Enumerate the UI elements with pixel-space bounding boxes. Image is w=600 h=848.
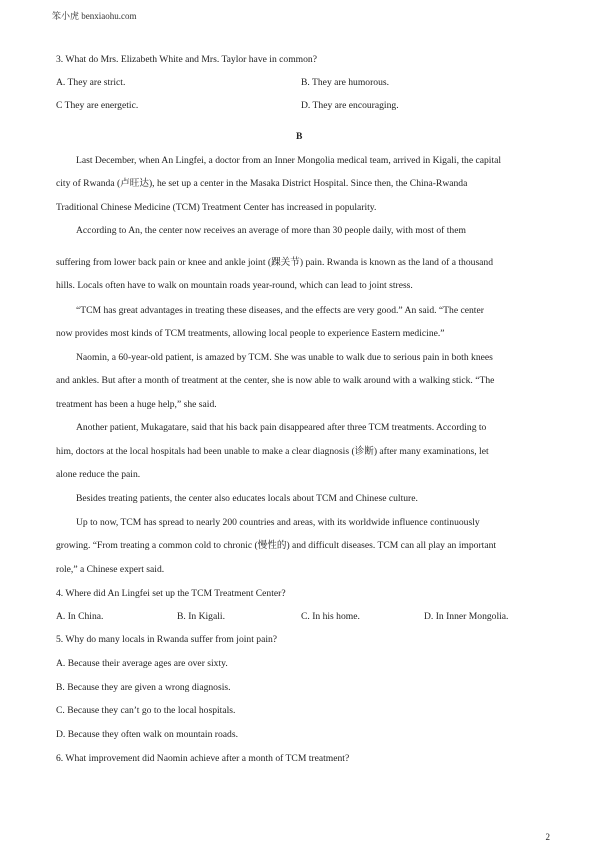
q4-option-c: C. In his home. [301, 611, 360, 622]
passage-line: “TCM has great advantages in treating these diseases, and the effects are very good.” An said. “The center [76, 305, 484, 316]
question-4: 4. Where did An Lingfei set up the TCM Treatment Center? [56, 588, 286, 599]
page-number: 2 [545, 832, 550, 842]
q3-option-a: A. They are strict. [56, 77, 126, 88]
q5-option-a: A. Because their average ages are over sixty. [56, 658, 228, 669]
site-watermark: 笨小虎 benxiaohu.com [52, 11, 137, 21]
q5-option-c: C. Because they can’t go to the local hospitals. [56, 705, 236, 716]
q4-option-d: D. In Inner Mongolia. [424, 611, 509, 622]
passage-line: growing. “From treating a common cold to chronic (慢性的) and difficult diseases. TCM can all play an important [56, 540, 497, 551]
passage-line: According to An, the center now receives an average of more than 30 people daily, with most of them [76, 225, 466, 236]
q5-option-b: B. Because they are given a wrong diagnosis. [56, 682, 231, 693]
passage-line: him, doctors at the local hospitals had been unable to make a clear diagnosis (诊断) after many examinations, let [56, 446, 489, 457]
passage-line: alone reduce the pain. [56, 469, 141, 480]
section-label: B [296, 131, 303, 142]
passage-line: role,” a Chinese expert said. [56, 564, 165, 575]
q3-option-c: C They are energetic. [56, 100, 139, 111]
question-5: 5. Why do many locals in Rwanda suffer from joint pain? [56, 634, 278, 645]
passage-line: treatment has been a huge help,” she said. [56, 399, 217, 410]
passage-line: hills. Locals often have to walk on mountain roads year-round, which can lead to joint stress. [56, 280, 413, 291]
passage-line: Besides treating patients, the center also educates locals about TCM and Chinese culture. [76, 493, 418, 504]
passage-line: Naomin, a 60-year-old patient, is amazed by TCM. She was unable to walk due to serious pain in both knees [76, 352, 493, 363]
passage-line: suffering from lower back pain or knee and ankle joint (踝关节) pain. Rwanda is known as the land of a thousand [56, 257, 494, 268]
q4-option-a: A. In China. [56, 611, 104, 622]
passage-line: now provides most kinds of TCM treatments, allowing local people to experience Eastern medicine.” [56, 328, 445, 339]
passage-line: Traditional Chinese Medicine (TCM) Treatment Center has increased in popularity. [56, 202, 377, 213]
question-3: 3. What do Mrs. Elizabeth White and Mrs. Taylor have in common? [56, 54, 317, 65]
passage-line: Another patient, Mukagatare, said that his back pain disappeared after three TCM treatments. According to [76, 422, 487, 433]
passage-line: and ankles. But after a month of treatment at the center, she is now able to walk around with a walking stick. “The [56, 375, 495, 386]
q4-option-b: B. In Kigali. [177, 611, 225, 622]
q3-option-b: B. They are humorous. [301, 77, 390, 88]
q3-option-d: D. They are encouraging. [301, 100, 399, 111]
passage-line: Last December, when An Lingfei, a doctor from an Inner Mongolia medical team, arrived in Kigali, the capital [76, 155, 502, 166]
passage-line: city of Rwanda (卢旺达), he set up a center in the Masaka District Hospital. Since then, the China-Rwanda [56, 178, 468, 189]
passage-line: Up to now, TCM has spread to nearly 200 countries and areas, with its worldwide influence continuously [76, 517, 480, 528]
q5-option-d: D. Because they often walk on mountain roads. [56, 729, 238, 740]
question-6: 6. What improvement did Naomin achieve after a month of TCM treatment? [56, 753, 350, 764]
